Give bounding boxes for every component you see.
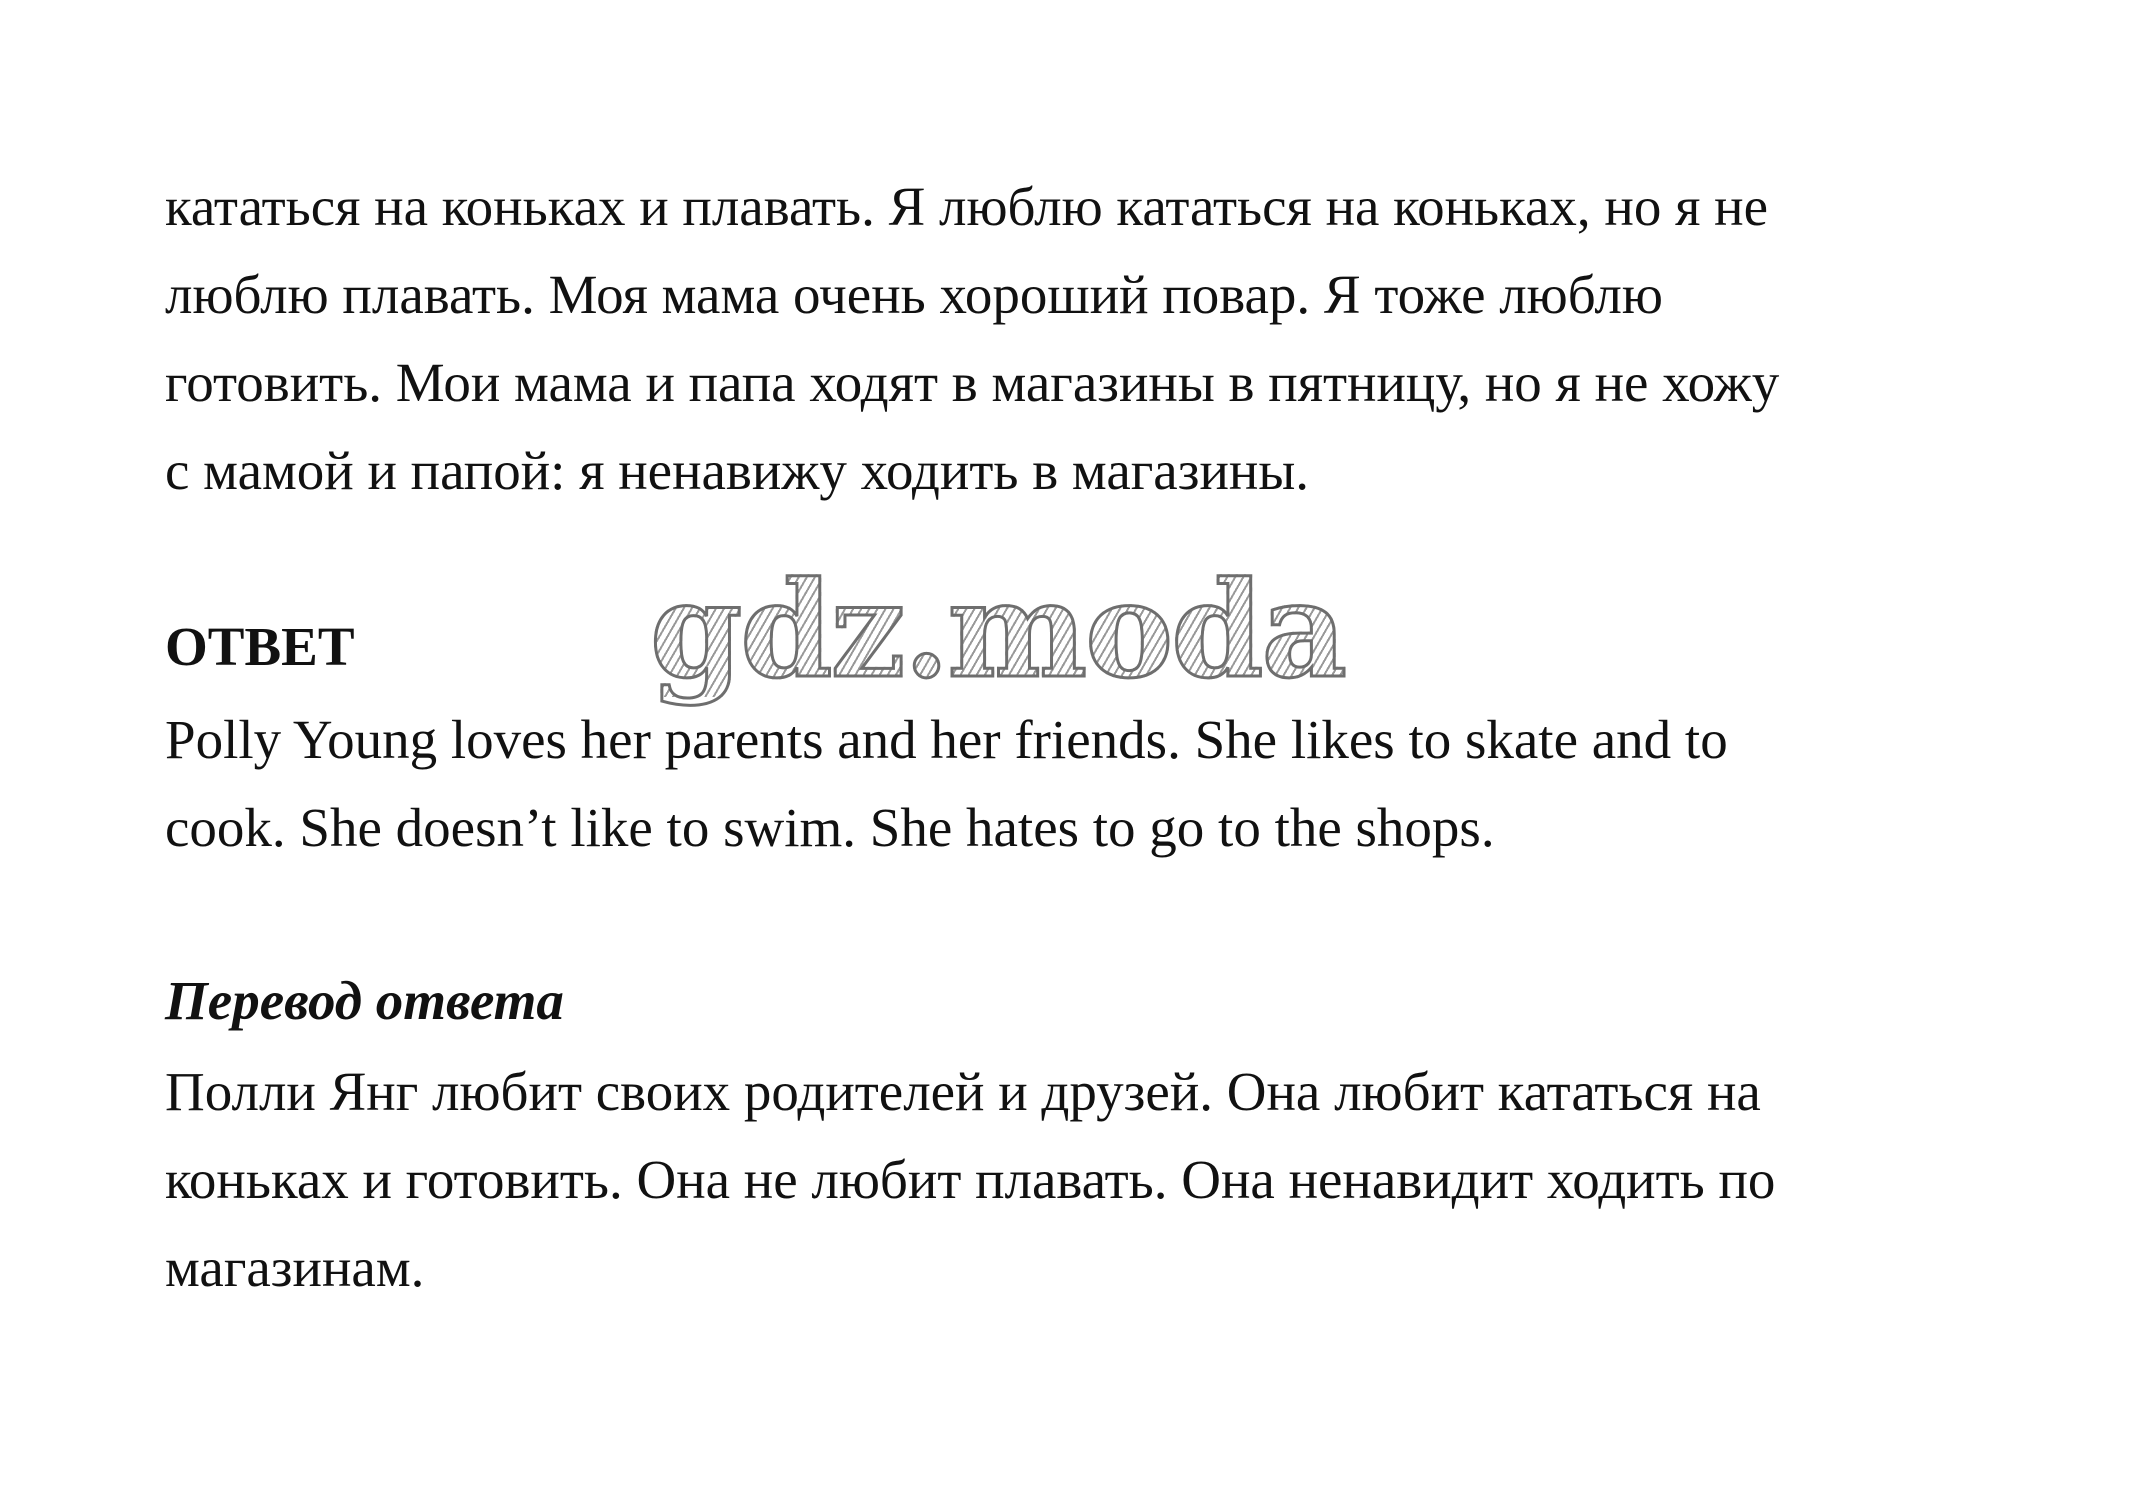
intro-line: люблю плавать. Моя мама очень хороший повар. Я тоже люблю: [165, 264, 1663, 325]
answer-heading: ОТВЕТ: [165, 616, 355, 677]
translation-line: коньках и готовить. Она не любит плавать. Она ненавидит ходить по: [165, 1149, 1776, 1210]
answer-line: Polly Young loves her parents and her friends. She likes to skate and to: [165, 709, 1728, 770]
watermark-logo: gdz.moda: [650, 553, 1346, 708]
translation-line: магазинам.: [165, 1237, 425, 1298]
translation-heading: Перевод ответа: [165, 970, 564, 1031]
intro-line: готовить. Мои мама и папа ходят в магазины в пятницу, но я не хожу: [165, 352, 1780, 413]
intro-line: кататься на коньках и плавать. Я люблю кататься на коньках, но я не: [165, 176, 1769, 237]
translation-paragraph: [165, 1048, 2065, 1312]
intro-line: с мамой и папой: я ненавижу ходить в магазины.: [165, 440, 1310, 501]
translation-line: Полли Янг любит своих родителей и друзей. Она любит кататься на: [165, 1061, 1761, 1122]
answer-paragraph: [165, 696, 2065, 872]
answer-line: cook. She doesn’t like to swim. She hates to go to the shops.: [165, 797, 1495, 858]
intro-paragraph: [165, 163, 2065, 515]
